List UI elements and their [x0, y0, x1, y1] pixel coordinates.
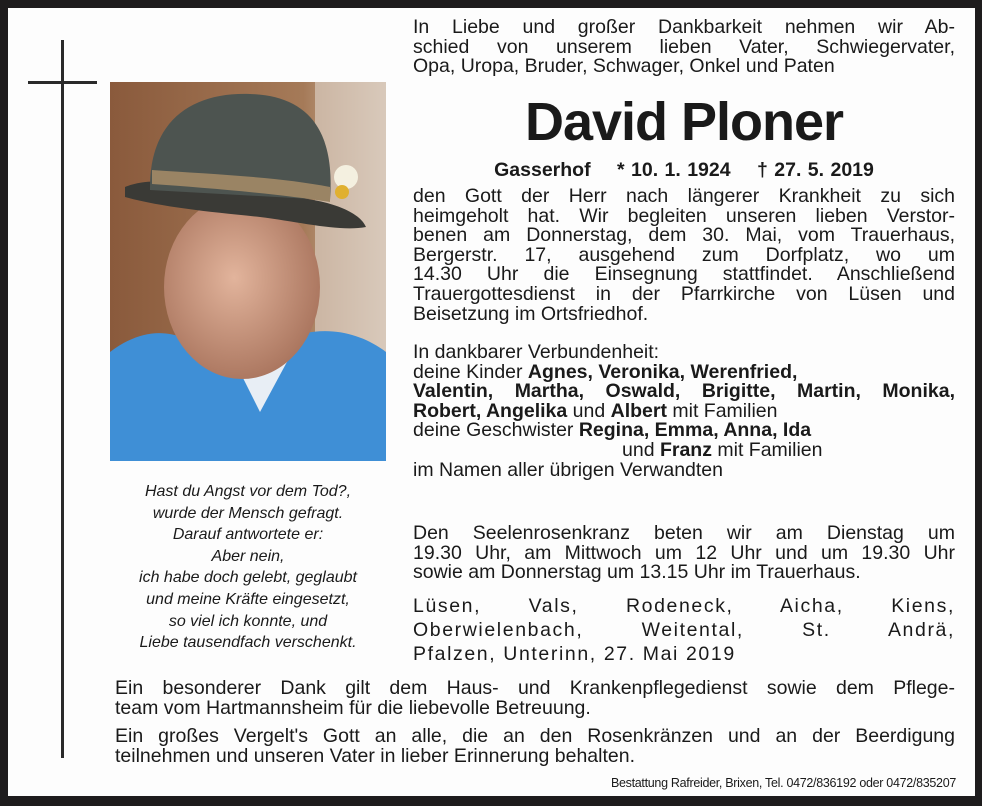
- poem: [108, 481, 388, 654]
- funeral-home-credit: Bestattung Rafreider, Brixen, Tel. 0472/836192 oder 0472/835207: [610, 776, 956, 790]
- family-list: [413, 343, 955, 480]
- text-line: [413, 618, 955, 642]
- cross-icon: [61, 40, 64, 758]
- bold-name: Franz: [659, 438, 712, 461]
- places-date: [413, 594, 955, 666]
- text-run: den Gott der Herr nach längerer Krankheit zu sich: [413, 185, 955, 207]
- text-run: und: [567, 399, 611, 422]
- text-run: Den Seelenrosenkranz beten wir am Dienstag um: [413, 522, 955, 544]
- text-run: Lüsen, Vals, Rodeneck, Aicha, Kiens,: [413, 595, 955, 617]
- text-run: mit Familien: [666, 399, 778, 422]
- text-run: Oberwielenbach, Weitental, St. Andrä,: [413, 619, 955, 641]
- text-line: [413, 458, 955, 481]
- text-line: [115, 696, 955, 719]
- text-run: und: [622, 438, 660, 461]
- text-run: Pfalzen, Unterinn, 27. Mai 2019: [413, 643, 736, 665]
- intro-text: [413, 18, 955, 77]
- text-run: heimgeholt hat. Wir begleiten unseren lieben Verstor-: [413, 204, 955, 227]
- text-run: Opa, Uropa, Bruder, Schwager, Onkel und Paten: [413, 55, 835, 78]
- bold-name: Albert: [610, 399, 667, 422]
- poem-line: Aber nein,: [211, 547, 285, 565]
- text-run: Ein besonderer Dank gilt dem Haus- und Krankenpflegedienst sowie dem Pflege-: [115, 677, 955, 699]
- poem-line: Hast du Angst vor dem Tod?,: [144, 483, 352, 500]
- cross-icon-bar: [28, 81, 97, 84]
- bold-name: Robert, Angelika: [413, 399, 568, 422]
- text-run: In dankbarer Verbundenheit:: [413, 341, 660, 363]
- rosary-text: [413, 524, 955, 583]
- text-run: 19.30 Uhr, am Mittwoch um 12 Uhr und um 19.30 Uhr: [413, 541, 955, 564]
- text-run: Ein großes Vergelt's Gott an alle, die an den Rosenkränzen und an der Beerdigung: [115, 725, 955, 747]
- text-run: Bergerstr. 17, ausgehend zum Dorfplatz, wo um: [413, 243, 955, 266]
- text-run: Trauergottesdienst in der Pfarrkirche von Lüsen und: [413, 282, 955, 305]
- poem-line: so viel ich konnte, und: [168, 612, 328, 630]
- text-line: [413, 302, 955, 325]
- text-run: Beisetzung im Ortsfriedhof.: [413, 302, 649, 325]
- text-run: teilnehmen und unseren Vater in lieber Erinnerung behalten.: [115, 744, 635, 767]
- portrait-photo: [110, 82, 386, 461]
- text-line: [413, 594, 955, 618]
- poem-line: wurde der Mensch gefragt.: [152, 504, 344, 522]
- funeral-text: [413, 187, 955, 324]
- bold-name: Agnes, Veronika, Werenfried,: [527, 360, 798, 383]
- farm-name: Gasserhof: [494, 159, 591, 181]
- poem-line: und meine Kräfte eingesetzt,: [146, 590, 350, 608]
- text-run: deine Geschwister: [413, 419, 579, 442]
- thanks-all: [115, 727, 955, 766]
- birth-date: * 10. 1. 1924: [617, 159, 731, 181]
- text-run: 14.30 Uhr die Einsegnung stattfindet. Anschließend: [413, 263, 955, 286]
- text-run: sowie am Donnerstag um 13.15 Uhr im Trauerhaus.: [413, 561, 861, 584]
- text-line: [413, 57, 955, 77]
- text-line: [413, 563, 955, 583]
- text-run: im Namen aller übrigen Verwandten: [413, 458, 724, 481]
- text-line: [413, 642, 955, 666]
- poem-line: Liebe tausendfach verschenkt.: [139, 634, 357, 652]
- death-date: † 27. 5. 2019: [757, 159, 874, 181]
- text-run: deine Kinder: [413, 360, 528, 383]
- text-run: schied von unserem lieben Vater, Schwiegervater,: [413, 35, 955, 58]
- deceased-name: David Ploner: [524, 92, 844, 152]
- bold-name: Valentin, Martha, Oswald, Brigitte, Martin, Monika,: [413, 380, 955, 403]
- text-line: [115, 744, 955, 767]
- thanks-care: [115, 679, 955, 718]
- poem-line: ich habe doch gelebt, geglaubt: [139, 569, 357, 587]
- dates-line: [413, 159, 955, 182]
- bold-name: Regina, Emma, Anna, Ida: [578, 419, 812, 442]
- poem-line: Darauf antwortete er:: [172, 526, 324, 544]
- text-run: mit Familien: [711, 438, 823, 461]
- text-run: team vom Hartmannsheim für die liebevolle Betreuung.: [115, 696, 591, 719]
- text-run: benen am Donnerstag, dem 30. Mai, vom Trauerhaus,: [413, 224, 955, 247]
- text-run: In Liebe und großer Dankbarkeit nehmen wir Ab-: [413, 16, 955, 38]
